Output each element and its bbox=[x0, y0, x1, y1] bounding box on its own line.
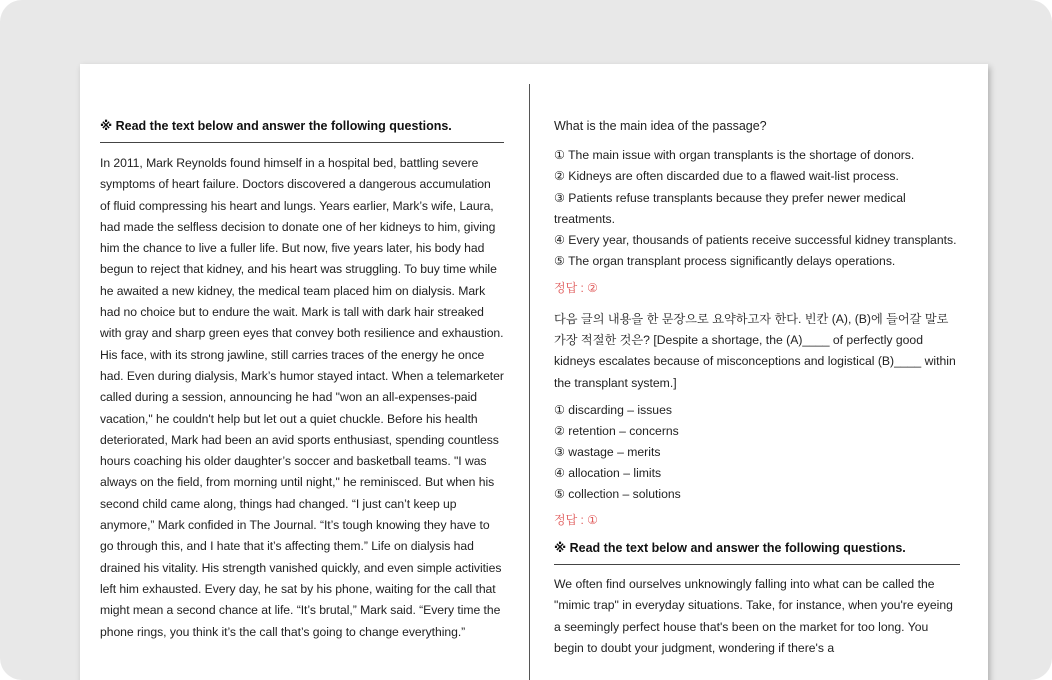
section-heading: ※ Read the text below and answer the following questions. bbox=[100, 118, 504, 143]
section-heading-2: ※ Read the text below and answer the following questions. bbox=[554, 540, 960, 565]
option: ③ Patients refuse transplants because they prefer newer medical treatments. bbox=[554, 190, 906, 226]
left-column bbox=[100, 118, 504, 643]
question-1: What is the main idea of the passage? bbox=[554, 119, 767, 133]
question-2: 다음 글의 내용을 한 문장으로 요약하고자 한다. 빈칸 (A), (B)에 들어갈 말로 가장 적절한 것은? [Despite a shortage, the (A)____ of perfectly good kidneys escalates because of misconceptions and logistical (B)____ within the transplant system.] bbox=[554, 311, 956, 390]
option: ④ allocation – limits bbox=[554, 465, 662, 480]
option: ① discarding – issues bbox=[554, 402, 672, 417]
question-1-options bbox=[554, 145, 960, 273]
reading-passage: In 2011, Mark Reynolds found himself in a hospital bed, battling severe symptoms of heart failure. Doctors discovered a dangerous accumulation of fluid compressing his heart and lungs. Years earlier, Mark’s wife, Laura, had made the selfless decision to donate one of her kidneys to him, giving him the chance to live a fuller life. But now, five years later, his body had begun to reject that kidney, and his heart was struggling. To buy time while he awaited a new kidney, the medical team placed him on dialysis. Mark had no choice but to endure the wait. Mark is tall with dark hair streaked with gray and sharp green eyes that convey both resilience and exhaustion. His face, with its strong jawline, still carries traces of the energy he once had. Even during dialysis, Mark’s humor stayed intact. When a telemarketer called during a session, announcing he had "won an all-expenses-paid vacation," he couldn't help but let out a quiet chuckle. Before his health deteriorated, Mark had been an avid sports enthusiast, spending countless hours coaching his older daughter’s soccer and basketball teams. "I was always on the field, from morning until night," he reminisced. But when his second child came along, things had changed. “I just can’t keep up anymore,” Mark confided in The Journal. “It’s tough knowing they have to go through this, and I hate that it’s affecting them.” Life on dialysis had drained his vitality. His strength vanished quickly, and even simple activities left him exhausted. Every day, he sat by his phone, waiting for the call that might mean a second chance at life. “It’s brutal,” Mark said. “Every time the phone rings, you think it’s the call that’s going to change everything.” bbox=[100, 156, 504, 639]
option: ② retention – concerns bbox=[554, 423, 679, 438]
option: ③ wastage – merits bbox=[554, 444, 661, 459]
right-column bbox=[554, 118, 960, 659]
option: ⑤ The organ transplant process significantly delays operations. bbox=[554, 254, 896, 269]
option: ① The main issue with organ transplants is the shortage of donors. bbox=[554, 148, 915, 162]
reading-passage-2: We often find ourselves unknowingly falling into what can be called the "mimic trap" in everyday situations. Take, for instance, when you're eyeing a seemingly perfect house that's been on the market for too long. You begin to doubt your judgment, wondering if there's a bbox=[554, 576, 953, 655]
document-page bbox=[80, 64, 988, 680]
question-2-options bbox=[554, 400, 960, 505]
answer-2: 정답 : ① bbox=[554, 512, 598, 527]
answer-1: 정답 : ② bbox=[554, 280, 598, 295]
column-divider bbox=[529, 84, 530, 680]
option: ④ Every year, thousands of patients receive successful kidney transplants. bbox=[554, 233, 957, 248]
option: ② Kidneys are often discarded due to a flawed wait-list process. bbox=[554, 169, 899, 184]
option: ⑤ collection – solutions bbox=[554, 486, 681, 501]
